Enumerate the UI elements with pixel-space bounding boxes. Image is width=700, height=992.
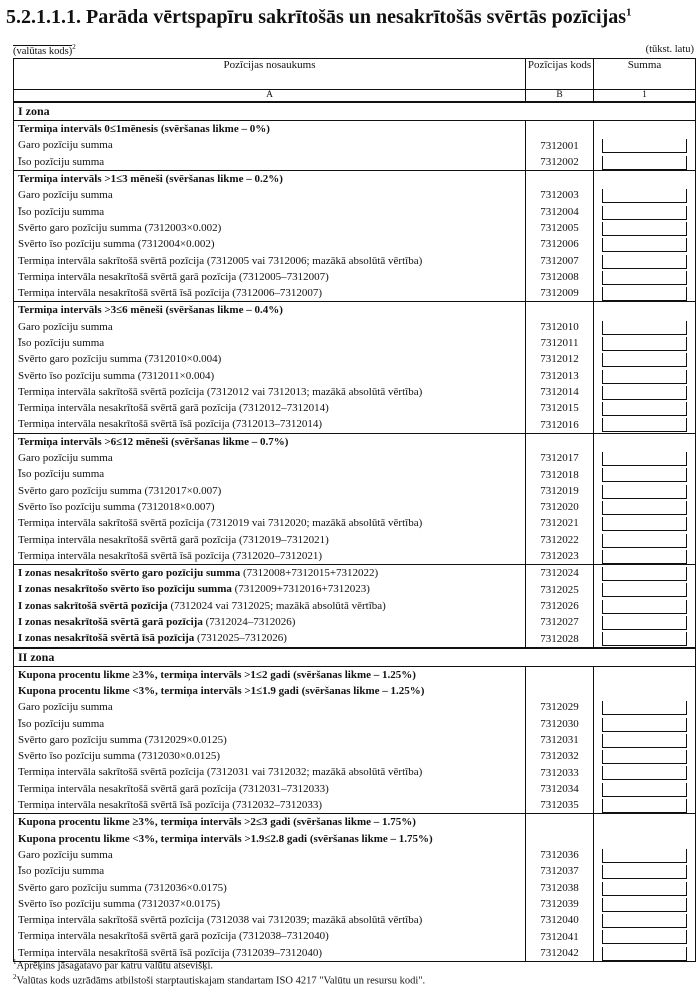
sum-cell	[594, 781, 696, 797]
sum-input-box[interactable]	[602, 238, 687, 252]
position-code: 7312032	[526, 748, 594, 764]
position-code: 7312038	[526, 879, 594, 895]
position-code	[526, 121, 594, 138]
position-code	[526, 683, 594, 699]
position-code: 7312010	[526, 319, 594, 335]
position-code: 7312002	[526, 154, 594, 171]
position-name: Termiņa intervāla nesakrītošā svērtā īsā pozīcija (7312013–7312014)	[14, 416, 526, 433]
table-row	[14, 515, 696, 531]
sum-cell	[594, 683, 696, 699]
sum-cell	[594, 945, 696, 962]
position-name: Garo pozīciju summa	[14, 450, 526, 466]
position-name: Termiņa intervāla sakrītošā svērtā pozīcija (7312031 vai 7312032; mazākā absolūtā vērtība)	[14, 764, 526, 780]
table-row	[14, 499, 696, 515]
table-row	[14, 319, 696, 335]
sum-input-box[interactable]	[602, 337, 687, 351]
sum-cell	[594, 450, 696, 466]
sum-cell	[594, 531, 696, 547]
table-row	[14, 764, 696, 780]
position-code: 7312037	[526, 863, 594, 879]
sum-input-box[interactable]	[602, 600, 687, 614]
position-name: Termiņa intervāla nesakrītošā svērtā īsā pozīcija (7312006–7312007)	[14, 285, 526, 302]
table-row	[14, 252, 696, 268]
position-name: Kupona procentu likme ≥3%, termiņa intervāls >1≤2 gadi (svēršanas likme – 1.25%)	[14, 666, 526, 683]
table-row	[14, 400, 696, 416]
position-name: Svērto garo pozīciju summa (7312036×0.0175)	[14, 879, 526, 895]
position-code: 7312026	[526, 598, 594, 614]
sum-cell	[594, 483, 696, 499]
position-code	[526, 830, 594, 846]
position-code: 7312042	[526, 945, 594, 962]
section-header-row	[14, 302, 696, 319]
header-code: Pozīcijas kods	[526, 59, 594, 90]
position-name: Termiņa intervāla nesakrītošā svērtā īsā pozīcija (7312039–7312040)	[14, 945, 526, 962]
sum-input-box[interactable]	[602, 567, 687, 581]
position-name: Kupona procentu likme <3%, termiņa intervāls >1.9≤2.8 gadi (svēršanas likme – 1.75%)	[14, 830, 526, 846]
header-sum: Summa	[594, 59, 696, 90]
position-code	[526, 814, 594, 831]
table-row	[14, 203, 696, 219]
position-code: 7312027	[526, 614, 594, 630]
position-code: 7312031	[526, 732, 594, 748]
section-header-row	[14, 170, 696, 187]
position-name: Svērto garo pozīciju summa (7312003×0.002)	[14, 220, 526, 236]
sum-cell	[594, 335, 696, 351]
table-row	[14, 187, 696, 203]
sum-input-box[interactable]	[602, 930, 687, 944]
table-row	[14, 715, 696, 731]
table-row	[14, 928, 696, 944]
sum-cell	[594, 814, 696, 831]
position-name: Termiņa intervāla sakrītošā svērtā pozīcija (7312012 vai 7312013; mazākā absolūtā vērtība)	[14, 384, 526, 400]
sum-cell	[594, 732, 696, 748]
position-name: Garo pozīciju summa	[14, 319, 526, 335]
sum-cell	[594, 515, 696, 531]
sum-input-box[interactable]	[602, 616, 687, 630]
sum-cell	[594, 319, 696, 335]
position-code: 7312012	[526, 351, 594, 367]
position-name: Svērto īso pozīciju summa (7312011×0.004)	[14, 367, 526, 383]
sum-cell	[594, 548, 696, 565]
sum-cell	[594, 187, 696, 203]
position-name: Garo pozīciju summa	[14, 187, 526, 203]
sum-cell	[594, 351, 696, 367]
position-code: 7312001	[526, 137, 594, 153]
sum-input-box[interactable]	[602, 914, 687, 928]
sum-input-box[interactable]	[602, 321, 687, 335]
sum-cell	[594, 302, 696, 319]
sum-input-box[interactable]	[602, 402, 687, 416]
position-code: 7312021	[526, 515, 594, 531]
section-header-row	[14, 433, 696, 450]
sum-input-box[interactable]	[602, 865, 687, 879]
table-row	[14, 781, 696, 797]
sum-cell	[594, 367, 696, 383]
sum-cell	[594, 203, 696, 219]
header-letter-b: B	[526, 90, 594, 103]
position-name: Termiņa intervāla nesakrītošā svērtā garā pozīcija (7312031–7312033)	[14, 781, 526, 797]
position-name: Garo pozīciju summa	[14, 847, 526, 863]
sum-input-box[interactable]	[602, 156, 687, 170]
sum-cell	[594, 400, 696, 416]
sum-input-box[interactable]	[602, 701, 687, 715]
position-code: 7312041	[526, 928, 594, 944]
header-letters-row	[14, 90, 696, 103]
sum-cell	[594, 715, 696, 731]
position-name: Termiņa intervāla sakrītošā svērtā pozīcija (7312005 vai 7312006; mazākā absolūtā vērtība)	[14, 252, 526, 268]
sum-input-box[interactable]	[602, 849, 687, 863]
table-row	[14, 466, 696, 482]
position-code: 7312018	[526, 466, 594, 482]
position-code	[526, 302, 594, 319]
table-row	[14, 797, 696, 814]
table-row	[14, 630, 696, 647]
sum-cell	[594, 154, 696, 171]
zone-title: II zona	[14, 648, 696, 667]
sum-cell	[594, 879, 696, 895]
position-name: Īso pozīciju summa	[14, 335, 526, 351]
sum-cell	[594, 928, 696, 944]
sum-cell	[594, 847, 696, 863]
sum-cell	[594, 598, 696, 614]
position-name: Termiņa intervāla nesakrītošā svērtā garā pozīcija (7312005–7312007)	[14, 269, 526, 285]
position-name: Termiņa intervāla sakrītošā svērtā pozīcija (7312038 vai 7312039; mazākā absolūtā vērtība)	[14, 912, 526, 928]
position-name: I zonas nesakrītošo svērto īso pozīciju summa (7312009+7312016+7312023)	[14, 581, 526, 597]
position-name: Garo pozīciju summa	[14, 699, 526, 715]
table-row	[14, 367, 696, 383]
position-name: Īso pozīciju summa	[14, 466, 526, 482]
position-name: I zonas nesakrītošo svērto garo pozīciju summa (7312008+7312015+7312022)	[14, 565, 526, 582]
position-code: 7312017	[526, 450, 594, 466]
sum-input-box[interactable]	[602, 255, 687, 269]
table-row	[14, 154, 696, 171]
position-name: Īso pozīciju summa	[14, 863, 526, 879]
table-row	[14, 581, 696, 597]
sum-input-box[interactable]	[602, 898, 687, 912]
sum-input-box[interactable]	[602, 799, 687, 813]
section-header-row	[14, 121, 696, 138]
zone-header-row	[14, 648, 696, 667]
page-title: 5.2.1.1.1. Parāda vērtspapīru sakrītošās un nesakrītošās svērtās pozīcijas$^1$	[6, 6, 632, 28]
header-name: Pozīcijas nosaukums	[14, 59, 526, 90]
position-name: I zonas nesakrītošā svērtā garā pozīcija (7312024–7312026)	[14, 614, 526, 630]
sum-cell	[594, 466, 696, 482]
table-row	[14, 220, 696, 236]
table-row	[14, 483, 696, 499]
table-row	[14, 732, 696, 748]
section-header-row	[14, 814, 696, 831]
position-name: I zonas nesakrītošā svērtā īsā pozīcija (7312025–7312026)	[14, 630, 526, 647]
sum-cell	[594, 581, 696, 597]
sum-cell	[594, 630, 696, 647]
table-row	[14, 236, 696, 252]
unit-label: (tūkst. latu)	[645, 44, 694, 55]
sum-cell	[594, 269, 696, 285]
sum-cell	[594, 699, 696, 715]
position-code: 7312004	[526, 203, 594, 219]
sum-cell	[594, 416, 696, 433]
sum-input-box[interactable]	[602, 452, 687, 466]
sum-cell	[594, 764, 696, 780]
position-code: 7312013	[526, 367, 594, 383]
sum-cell	[594, 499, 696, 515]
position-code: 7312014	[526, 384, 594, 400]
header-num-1: 1	[594, 90, 696, 103]
position-name: Svērto īso pozīciju summa (7312018×0.007)	[14, 499, 526, 515]
position-code: 7312030	[526, 715, 594, 731]
sum-input-box[interactable]	[602, 287, 687, 301]
sum-input-box[interactable]	[602, 718, 687, 732]
table-row	[14, 416, 696, 433]
position-name: Kupona procentu likme ≥3%, termiņa intervāls >2≤3 gadi (svēršanas likme – 1.75%)	[14, 814, 526, 831]
position-code: 7312020	[526, 499, 594, 515]
sum-cell	[594, 433, 696, 450]
position-code: 7312007	[526, 252, 594, 268]
sum-input-box[interactable]	[602, 418, 687, 432]
sum-input-box[interactable]	[602, 353, 687, 367]
sum-input-box[interactable]	[602, 783, 687, 797]
position-code: 7312022	[526, 531, 594, 547]
position-name: Īso pozīciju summa	[14, 715, 526, 731]
table-row	[14, 912, 696, 928]
position-code: 7312040	[526, 912, 594, 928]
sum-cell	[594, 614, 696, 630]
sum-cell	[594, 121, 696, 138]
sum-input-box[interactable]	[602, 222, 687, 236]
sum-input-box[interactable]	[602, 766, 687, 780]
table-row	[14, 614, 696, 630]
zone-header-row	[14, 102, 696, 121]
table-row	[14, 351, 696, 367]
sum-input-box[interactable]	[602, 550, 687, 564]
sum-cell	[594, 252, 696, 268]
table-row	[14, 699, 696, 715]
table-row	[14, 879, 696, 895]
sum-input-box[interactable]	[602, 517, 687, 531]
sum-cell	[594, 896, 696, 912]
sum-input-box[interactable]	[602, 189, 687, 203]
sum-cell	[594, 666, 696, 683]
sum-input-box[interactable]	[602, 468, 687, 482]
sum-input-box[interactable]	[602, 370, 687, 384]
position-name: Termiņa intervāla nesakrītošā svērtā garā pozīcija (7312012–7312014)	[14, 400, 526, 416]
position-name: Termiņa intervāla sakrītošā svērtā pozīcija (7312019 vai 7312020; mazākā absolūtā vērtība)	[14, 515, 526, 531]
position-name: I zonas sakrītošā svērtā pozīcija (7312024 vai 7312025; mazākā absolūtā vērtība)	[14, 598, 526, 614]
position-code: 7312039	[526, 896, 594, 912]
position-name: Termiņa intervāls 0≤1mēnesis (svēršanas likme – 0%)	[14, 121, 526, 138]
position-code: 7312034	[526, 781, 594, 797]
sum-cell	[594, 220, 696, 236]
sum-cell	[594, 797, 696, 814]
section-header-row	[14, 666, 696, 683]
position-code: 7312016	[526, 416, 594, 433]
table-row	[14, 335, 696, 351]
footnote-2: $^2$Valūtas kods uzrādāms atbilstoši starptautiskajam standartam ISO 4217 "Valūtu un resursu kodi".	[13, 973, 426, 987]
position-code	[526, 170, 594, 187]
position-name: Svērto garo pozīciju summa (7312010×0.004)	[14, 351, 526, 367]
zone-title: I zona	[14, 102, 696, 121]
table-row	[14, 565, 696, 582]
table-row	[14, 863, 696, 879]
position-name: Termiņa intervāla nesakrītošā svērtā garā pozīcija (7312019–7312021)	[14, 531, 526, 547]
position-name: Garo pozīciju summa	[14, 137, 526, 153]
sum-input-box[interactable]	[602, 947, 687, 961]
table-row	[14, 896, 696, 912]
sum-cell	[594, 565, 696, 582]
sum-cell	[594, 384, 696, 400]
position-name: Īso pozīciju summa	[14, 203, 526, 219]
position-code: 7312008	[526, 269, 594, 285]
position-name: Svērto īso pozīciju summa (7312037×0.0175)	[14, 896, 526, 912]
position-code: 7312023	[526, 548, 594, 565]
position-code: 7312003	[526, 187, 594, 203]
sum-input-box[interactable]	[602, 386, 687, 400]
header-letter-a: A	[14, 90, 526, 103]
position-code: 7312015	[526, 400, 594, 416]
position-name: Īso pozīciju summa	[14, 154, 526, 171]
position-code: 7312005	[526, 220, 594, 236]
table-row	[14, 137, 696, 153]
sum-input-box[interactable]	[602, 271, 687, 285]
position-code: 7312019	[526, 483, 594, 499]
sum-cell	[594, 170, 696, 187]
position-name: Kupona procentu likme <3%, termiņa intervāls >1≤1.9 gadi (svēršanas likme – 1.25%)	[14, 683, 526, 699]
position-name: Svērto garo pozīciju summa (7312017×0.007)	[14, 483, 526, 499]
section-header-row	[14, 830, 696, 846]
sum-input-box[interactable]	[602, 750, 687, 764]
sum-input-box[interactable]	[602, 882, 687, 896]
sum-input-box[interactable]	[602, 139, 687, 153]
position-code: 7312006	[526, 236, 594, 252]
table-row	[14, 384, 696, 400]
sum-input-box[interactable]	[602, 583, 687, 597]
footnote-1: $^1$Aprēķins jāsagatavo par katru valūtu atsevišķi.	[13, 958, 214, 972]
position-code: 7312033	[526, 764, 594, 780]
position-code: 7312025	[526, 581, 594, 597]
sum-cell	[594, 830, 696, 846]
sum-cell	[594, 137, 696, 153]
sum-cell	[594, 863, 696, 879]
position-name: Termiņa intervāla nesakrītošā svērtā garā pozīcija (7312038–7312040)	[14, 928, 526, 944]
currency-code-label: (valūtas kods)$^2$	[13, 43, 76, 57]
position-name: Termiņa intervāls >1≤3 mēneši (svēršanas likme – 0.2%)	[14, 170, 526, 187]
sum-input-box[interactable]	[602, 501, 687, 515]
header-row	[14, 59, 696, 90]
position-name: Svērto īso pozīciju summa (7312004×0.002)	[14, 236, 526, 252]
sum-cell	[594, 285, 696, 302]
position-name: Termiņa intervāla nesakrītošā svērtā īsā pozīcija (7312032–7312033)	[14, 797, 526, 814]
sum-input-box[interactable]	[602, 734, 687, 748]
sum-input-box[interactable]	[602, 534, 687, 548]
position-code: 7312036	[526, 847, 594, 863]
table-row	[14, 748, 696, 764]
position-code: 7312028	[526, 630, 594, 647]
sum-input-box[interactable]	[602, 485, 687, 499]
position-code	[526, 666, 594, 683]
section-header-row	[14, 683, 696, 699]
table-row	[14, 531, 696, 547]
table-row	[14, 548, 696, 565]
position-code: 7312024	[526, 565, 594, 582]
sum-input-box[interactable]	[602, 632, 687, 646]
position-name: Termiņa intervāls >3≤6 mēneši (svēršanas likme – 0.4%)	[14, 302, 526, 319]
position-name: Svērto garo pozīciju summa (7312029×0.0125)	[14, 732, 526, 748]
position-code: 7312011	[526, 335, 594, 351]
sum-cell	[594, 748, 696, 764]
position-code: 7312009	[526, 285, 594, 302]
position-code: 7312035	[526, 797, 594, 814]
position-name: Termiņa intervāls >6≤12 mēneši (svēršanas likme – 0.7%)	[14, 433, 526, 450]
table-row	[14, 847, 696, 863]
position-code: 7312029	[526, 699, 594, 715]
table-row	[14, 269, 696, 285]
position-name: Svērto īso pozīciju summa (7312030×0.0125)	[14, 748, 526, 764]
sum-cell	[594, 912, 696, 928]
table-row	[14, 450, 696, 466]
position-name: Termiņa intervāla nesakrītošā svērtā īsā pozīcija (7312020–7312021)	[14, 548, 526, 565]
table-row	[14, 598, 696, 614]
table-row	[14, 285, 696, 302]
sum-cell	[594, 236, 696, 252]
sum-input-box[interactable]	[602, 206, 687, 220]
positions-table	[13, 58, 696, 962]
position-code	[526, 433, 594, 450]
